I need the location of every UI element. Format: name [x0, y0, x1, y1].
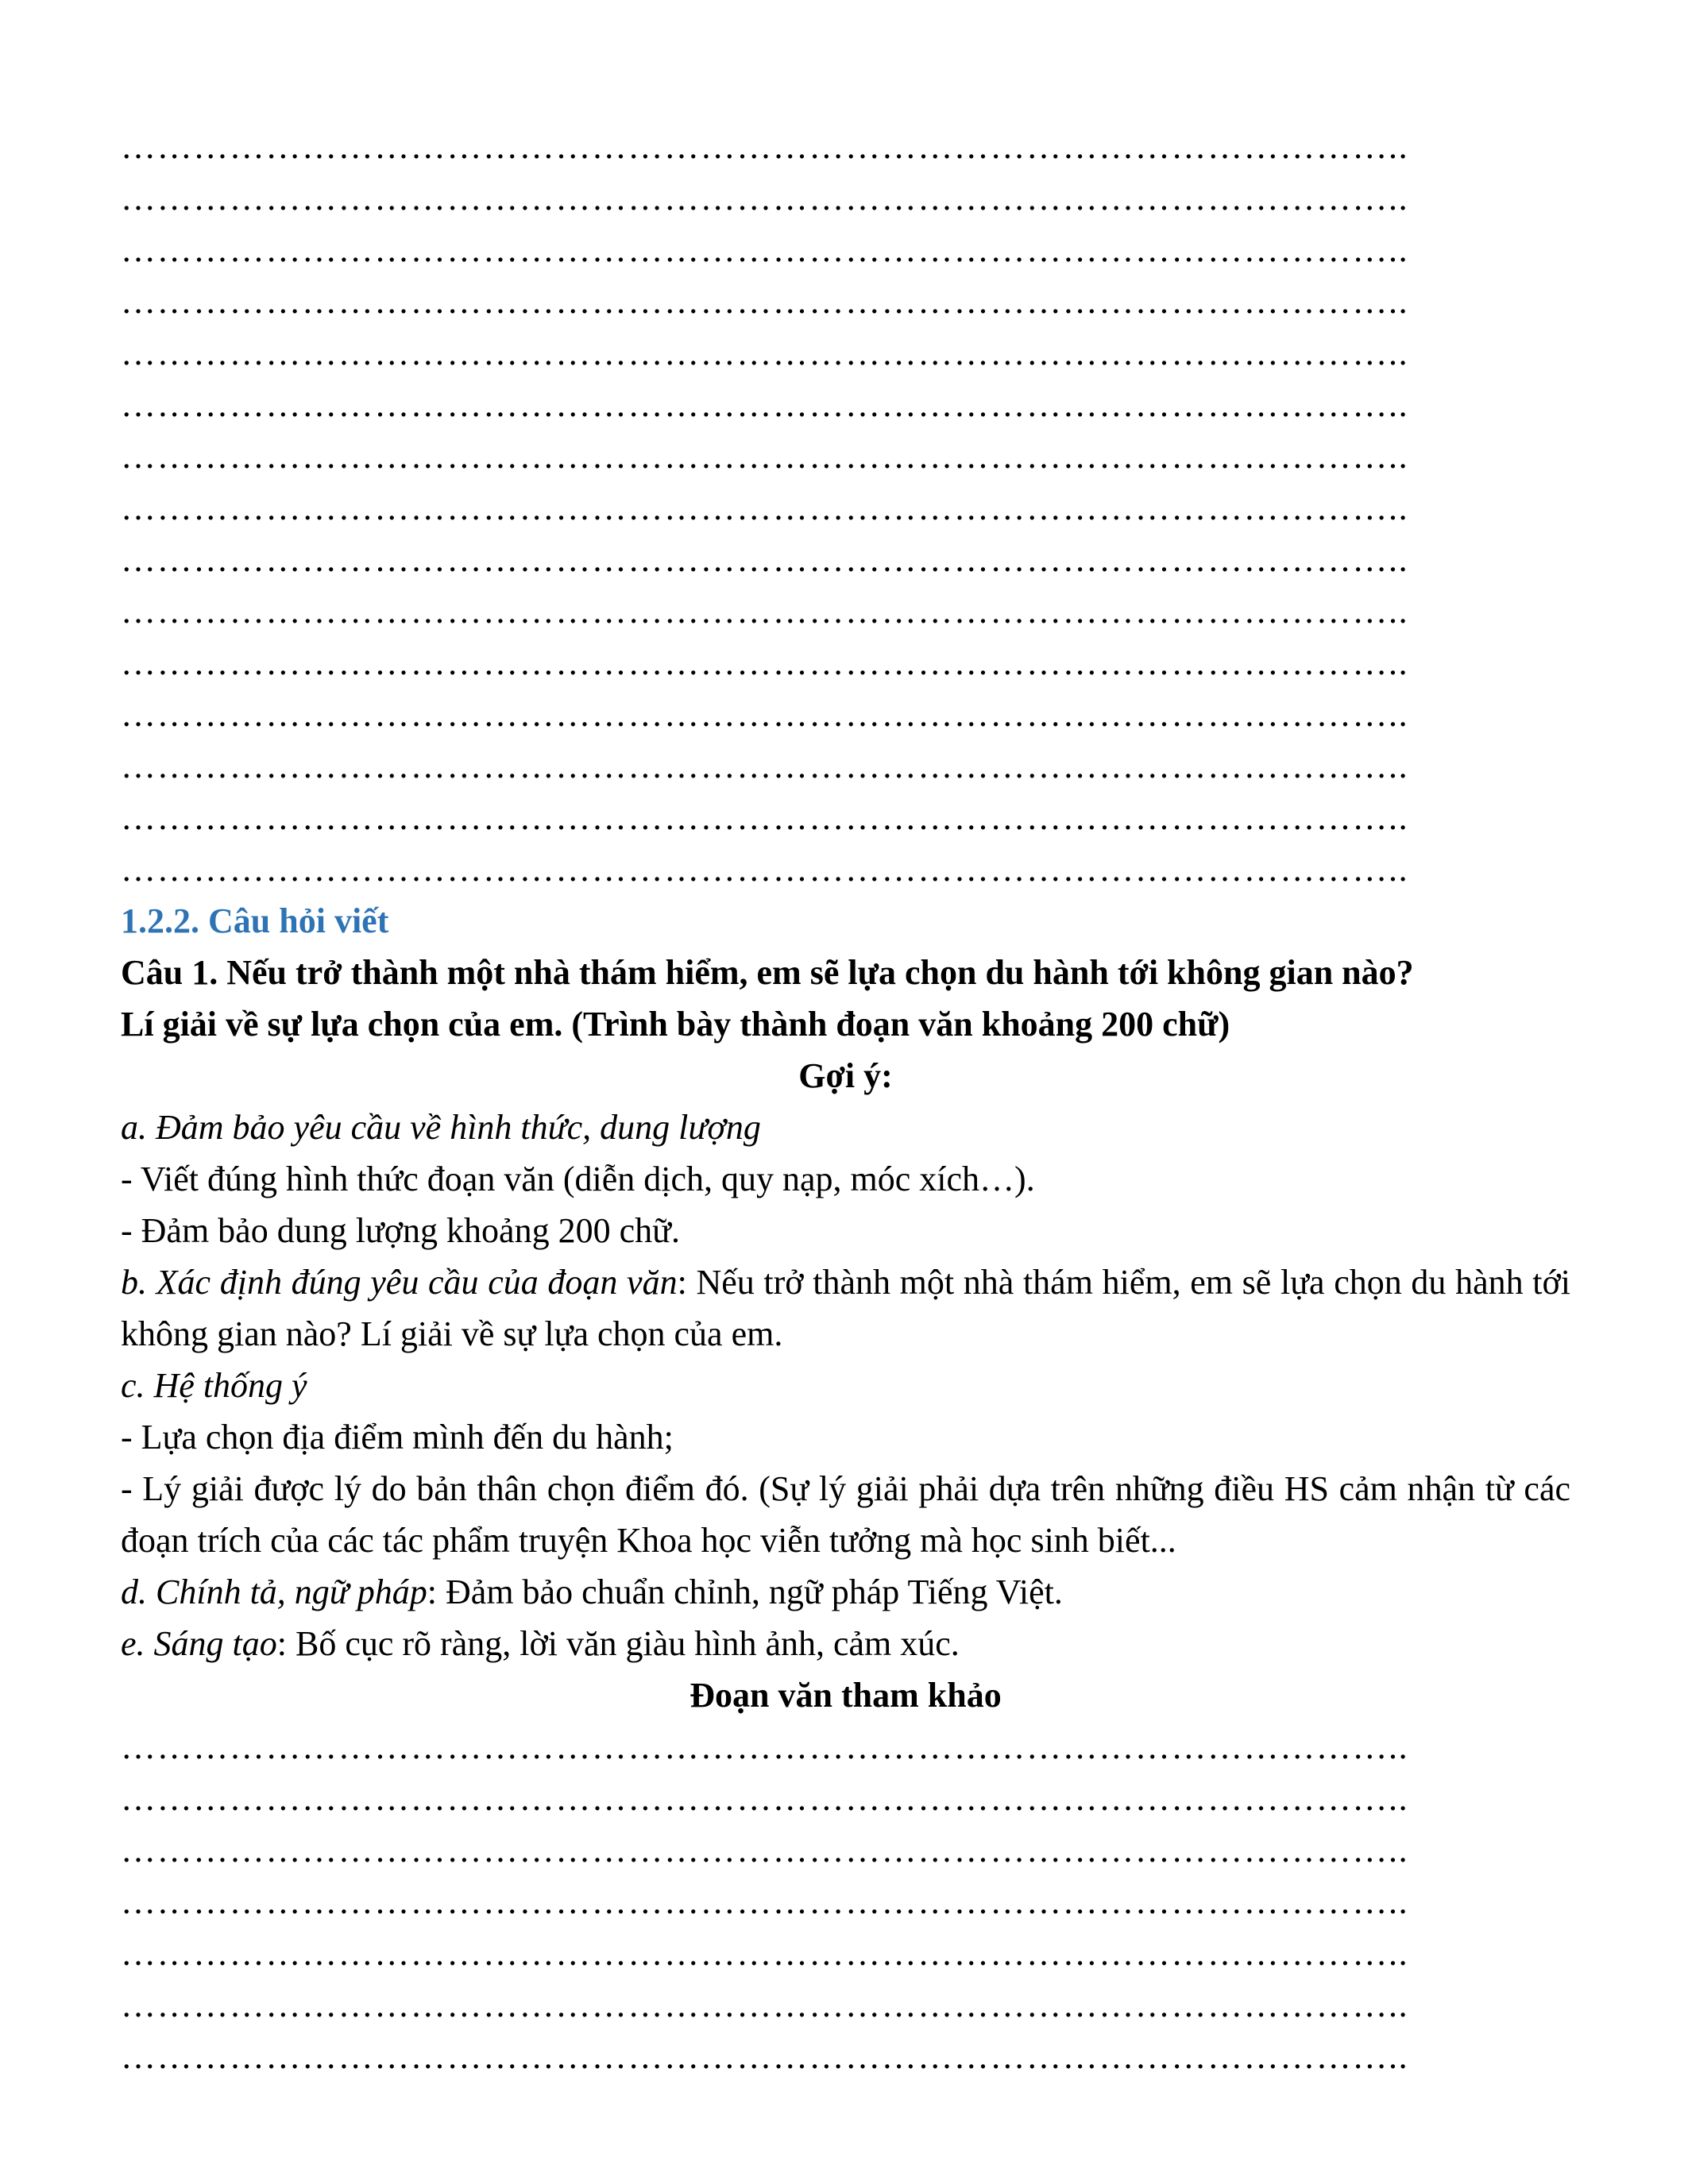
part-d-text: : Đảm bảo chuẩn chỉnh, ngữ pháp Tiếng Việt.	[427, 1572, 1063, 1611]
dotted-line: ……………………………………………………………………………………………..	[121, 1831, 1409, 1870]
top-answer-lines	[121, 121, 1570, 895]
question-line-2: Lí giải về sự lựa chọn của em. (Trình bày thành đoạn văn khoảng 200 chữ)	[121, 1005, 1230, 1044]
dotted-line: ……………………………………………………………………………………………..	[121, 1779, 1409, 1818]
page-content	[121, 121, 1570, 2082]
dotted-line: ……………………………………………………………………………………………..	[121, 643, 1409, 682]
dotted-line: ……………………………………………………………………………………………..	[121, 592, 1409, 631]
part-a-item-2: - Đảm bảo dung lượng khoảng 200 chữ.	[121, 1211, 680, 1250]
dotted-line: ……………………………………………………………………………………………..	[121, 695, 1409, 734]
dotted-line: ……………………………………………………………………………………………..	[121, 282, 1409, 321]
part-e	[121, 1618, 1570, 1669]
part-c-item-1: - Lựa chọn địa điểm mình đến du hành;	[121, 1418, 674, 1457]
part-b	[121, 1256, 1570, 1360]
question-line-1: Câu 1. Nếu trở thành một nhà thám hiểm, em sẽ lựa chọn du hành tới không gian nào?	[121, 953, 1414, 992]
dotted-line: ……………………………………………………………………………………………..	[121, 437, 1409, 476]
dotted-line: ……………………………………………………………………………………………..	[121, 334, 1409, 372]
bottom-answer-lines	[121, 1721, 1570, 2082]
dotted-line: ……………………………………………………………………………………………..	[121, 747, 1409, 785]
dotted-line: ……………………………………………………………………………………………..	[121, 798, 1409, 837]
part-b-label: b. Xác định đúng yêu cầu của đoạn văn	[121, 1263, 678, 1302]
part-a-item-1: - Viết đúng hình thức đoạn văn (diễn dịch, quy nạp, móc xích…).	[121, 1160, 1035, 1198]
part-b-text: : Nếu trở thành một nhà thám hiểm, em sẽ lựa chọn du hành tới không gian nào? Lí giải về sự lựa chọn của em.	[121, 1263, 1570, 1353]
question-1	[121, 947, 1570, 1050]
part-c-item-2: - Lý giải được lý do bản thân chọn điểm đó. (Sự lý giải phải dựa trên những điều HS cảm nhận từ các đoạn trích của các tác phẩm truyện Khoa học viễn tưởng mà học sinh biết...	[121, 1469, 1570, 1560]
part-e-text: : Bố cục rõ ràng, lời văn giàu hình ảnh, cảm xúc.	[276, 1624, 960, 1663]
dotted-line: ……………………………………………………………………………………………..	[121, 850, 1409, 889]
part-e-label: e. Sáng tạo	[121, 1624, 277, 1663]
dotted-line: ……………………………………………………………………………………………..	[121, 540, 1409, 579]
reference-title: Đoạn văn tham khảo	[689, 1676, 1002, 1715]
dotted-line: ……………………………………………………………………………………………..	[121, 127, 1409, 166]
dotted-line: ……………………………………………………………………………………………..	[121, 1882, 1409, 1921]
dotted-line: ……………………………………………………………………………………………..	[121, 230, 1409, 269]
dotted-line: ……………………………………………………………………………………………..	[121, 2037, 1409, 2076]
dotted-line: ……………………………………………………………………………………………..	[121, 488, 1409, 527]
part-c-title: c. Hệ thống ý	[121, 1366, 307, 1405]
section-heading: 1.2.2. Câu hỏi viết	[121, 901, 389, 940]
dotted-line: ……………………………………………………………………………………………..	[121, 1727, 1409, 1766]
part-d-label: d. Chính tả, ngữ pháp	[121, 1572, 427, 1611]
dotted-line: ……………………………………………………………………………………………..	[121, 1934, 1409, 1973]
hint-title: Gợi ý:	[798, 1056, 893, 1095]
dotted-line: ……………………………………………………………………………………………..	[121, 1985, 1409, 2024]
part-a-title: a. Đảm bảo yêu cầu về hình thức, dung lượng	[121, 1108, 761, 1147]
part-d	[121, 1566, 1570, 1618]
dotted-line: ……………………………………………………………………………………………..	[121, 179, 1409, 218]
dotted-line: ……………………………………………………………………………………………..	[121, 385, 1409, 424]
